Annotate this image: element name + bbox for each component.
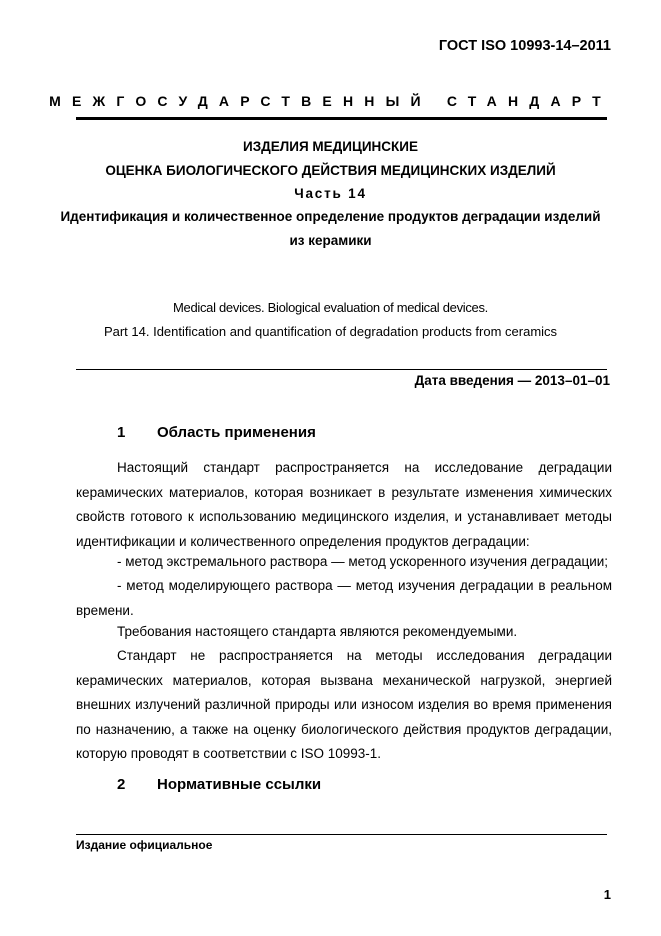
footer-rule [76, 834, 607, 835]
section-1-paragraph-3 [76, 574, 612, 623]
paragraph-line: идентификации и количественного определения продуктов деградации: [76, 533, 530, 549]
paragraph-line: - метод экстремального раствора — метод ускоренного изучения деградации; [117, 554, 609, 569]
title-part-number: Часть 14 [294, 186, 367, 201]
document-code: ГОСТ ISO 10993-14–2011 [438, 38, 611, 54]
page-number: 1 [603, 887, 611, 902]
interstate-standard-heading: МЕЖГОСУДАРСТВЕННЫЙ СТАНДАРТ [49, 93, 612, 109]
english-title-line-2: Part 14. Identification and quantification of degradation products from ceramics [103, 324, 558, 339]
paragraph-line: Настоящий стандарт распространяется на исследование деградации [117, 460, 612, 475]
paragraph-line: керамических материалов, которая вызвана механической нагрузкой, энергией [76, 672, 612, 688]
paragraph-line: внешних излучений различной природы или износом изделия во время применения [76, 697, 612, 712]
section-2-number: 2 [117, 776, 126, 793]
section-1-paragraph-1 [76, 456, 612, 554]
title-line-4: Идентификация и количественное определение продуктов деградации изделий [60, 209, 601, 224]
official-edition-label: Издание официальное [76, 838, 213, 852]
top-rule [76, 117, 607, 120]
paragraph-line: Стандарт не распространяется на методы исследования деградации [117, 648, 612, 663]
english-title-line-1: Medical devices. Biological evaluation of medical devices. [173, 300, 488, 315]
middle-rule [76, 369, 607, 370]
section-1-number: 1 [117, 424, 126, 441]
section-2-title: Нормативные ссылки [157, 776, 322, 793]
section-1-title: Область применения [157, 424, 316, 441]
title-line-5: из керамики [289, 233, 372, 248]
introduction-date: Дата введения — 2013–01–01 [414, 373, 610, 388]
title-line-1: ИЗДЕЛИЯ МЕДИЦИНСКИЕ [243, 139, 418, 154]
section-1-paragraph-2 [76, 550, 612, 575]
section-1-paragraph-5 [76, 644, 612, 767]
paragraph-line: керамических материалов, которая возникает в результате изменения химических [76, 484, 612, 500]
paragraph-line: времени. [76, 602, 134, 618]
paragraph-line: по назначению, а также на оценку биологического действия продуктов деградации, [76, 721, 612, 737]
paragraph-line: свойств готового к использованию медицинского изделия, и устанавливает методы [76, 509, 612, 524]
paragraph-line: - метод моделирующего раствора — метод изучения деградации в реальном [117, 578, 612, 593]
paragraph-line: Требования настоящего стандарта являются рекомендуемыми. [117, 624, 518, 639]
section-1-paragraph-4 [76, 620, 612, 645]
paragraph-line: которую проводят в соответствии с ISO 10993-1. [76, 746, 382, 761]
title-line-2: ОЦЕНКА БИОЛОГИЧЕСКОГО ДЕЙСТВИЯ МЕДИЦИНСКИХ ИЗДЕЛИЙ [105, 163, 556, 178]
